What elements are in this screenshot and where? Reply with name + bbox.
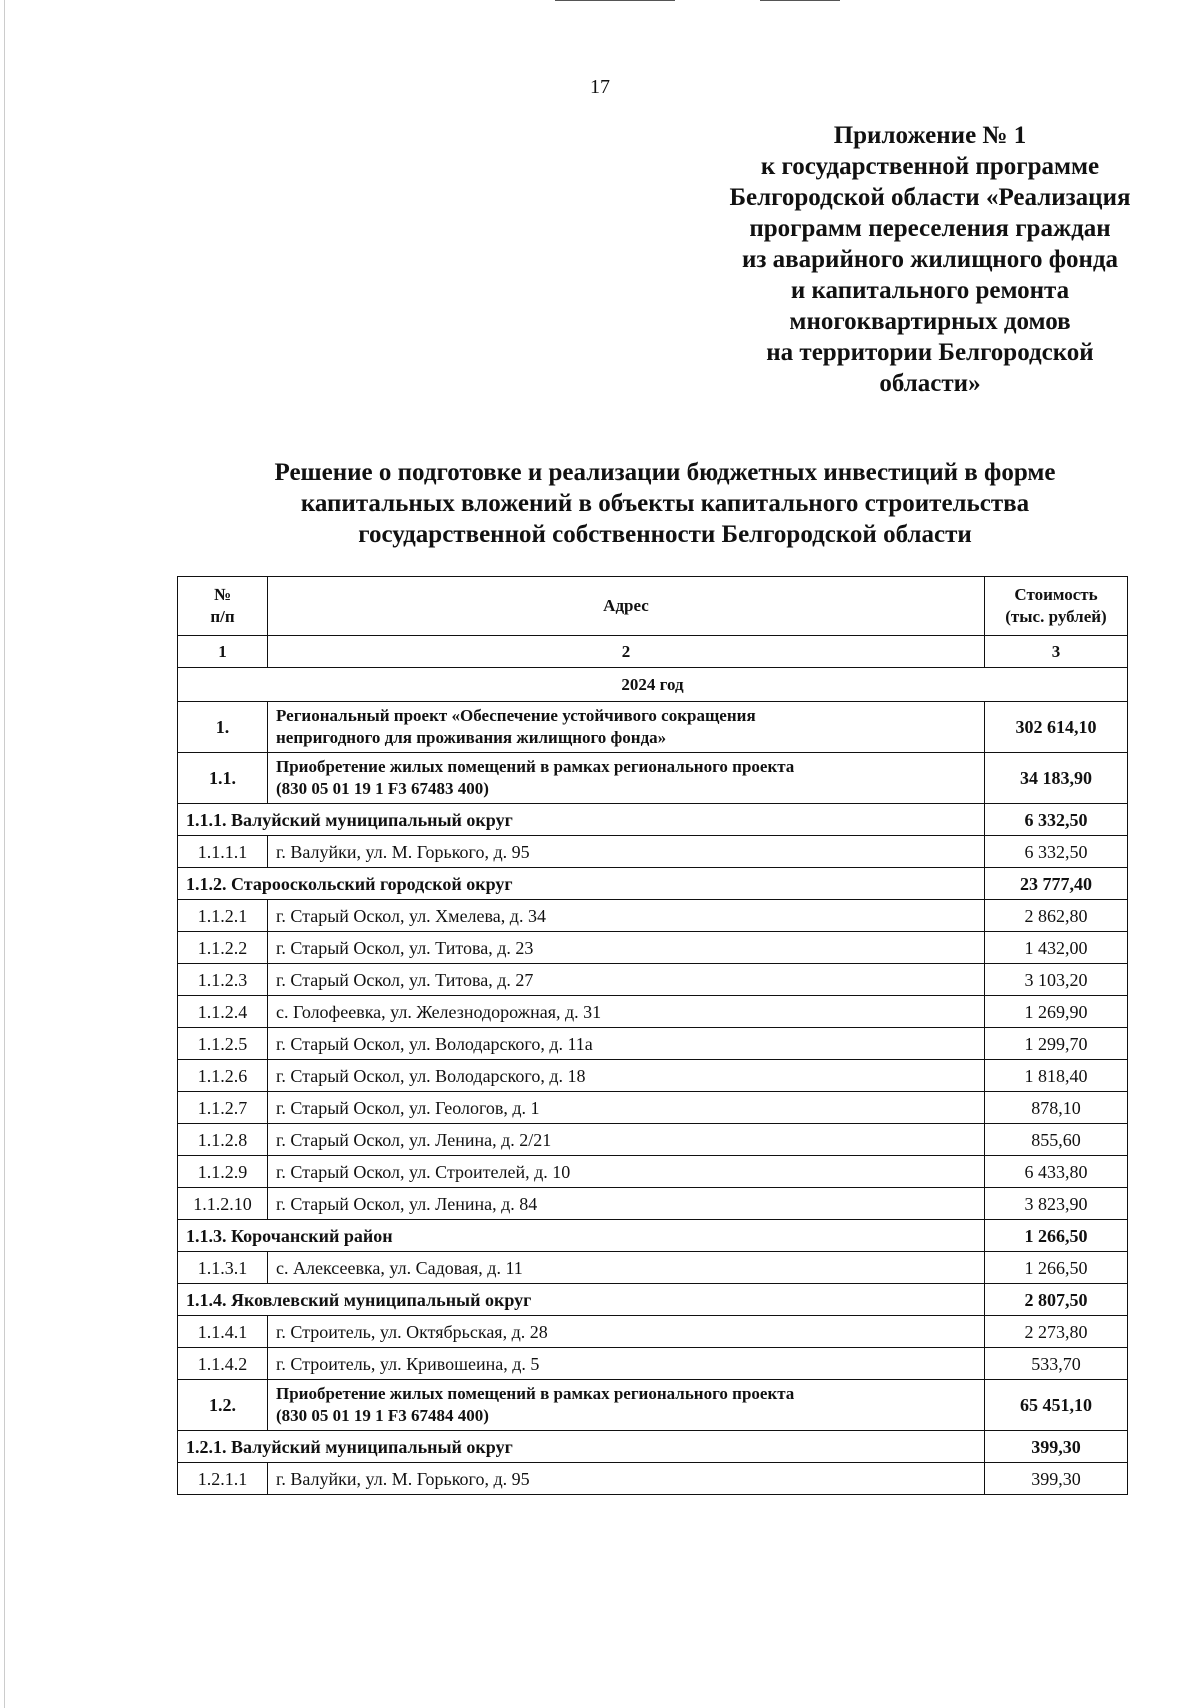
header-address-cell: Адрес bbox=[268, 577, 985, 636]
group-name: 1.1.1. Валуйский муниципальный округ bbox=[178, 804, 985, 836]
row-cost: 1 818,40 bbox=[985, 1060, 1128, 1092]
table-row bbox=[178, 996, 1128, 1028]
row-num: 1.1.2.2 bbox=[178, 932, 268, 964]
row-cost: 878,10 bbox=[985, 1092, 1128, 1124]
table-row bbox=[178, 1028, 1128, 1060]
row-address: г. Валуйки, ул. М. Горького, д. 95 bbox=[268, 1463, 985, 1495]
row-num: 1.1.2.9 bbox=[178, 1156, 268, 1188]
header-cost-label: Стоимость bbox=[1014, 585, 1098, 604]
table-row bbox=[178, 836, 1128, 868]
row-cost: 2 862,80 bbox=[985, 900, 1128, 932]
row-cost: 3 103,20 bbox=[985, 964, 1128, 996]
scan-mark-left bbox=[4, 0, 5, 1708]
section-num: 1.1. bbox=[178, 753, 268, 804]
header-num-sub: п/п bbox=[210, 607, 235, 626]
row-cost: 855,60 bbox=[985, 1124, 1128, 1156]
table-row bbox=[178, 1463, 1128, 1495]
table-row bbox=[178, 1252, 1128, 1284]
project-num: 1. bbox=[178, 702, 268, 753]
row-address: г. Старый Оскол, ул. Ленина, д. 84 bbox=[268, 1188, 985, 1220]
section-name-line: (830 05 01 19 1 F3 67483 400) bbox=[276, 779, 489, 798]
row-address: г. Старый Оскол, ул. Строителей, д. 10 bbox=[268, 1156, 985, 1188]
group-cost: 23 777,40 bbox=[985, 868, 1128, 900]
table-row bbox=[178, 900, 1128, 932]
group-row bbox=[178, 1220, 1128, 1252]
row-num: 1.1.2.4 bbox=[178, 996, 268, 1028]
table-row bbox=[178, 932, 1128, 964]
row-cost: 1 432,00 bbox=[985, 932, 1128, 964]
section-cost: 34 183,90 bbox=[985, 753, 1128, 804]
section-name-line: (830 05 01 19 1 F3 67484 400) bbox=[276, 1406, 489, 1425]
header-num-cell bbox=[178, 577, 268, 636]
column-number: 2 bbox=[268, 636, 985, 668]
group-name: 1.2.1. Валуйский муниципальный округ bbox=[178, 1431, 985, 1463]
appendix-line: программ переселения граждан bbox=[749, 215, 1111, 242]
group-name: 1.1.2. Старооскольский городской округ bbox=[178, 868, 985, 900]
table-row bbox=[178, 1188, 1128, 1220]
column-number: 1 bbox=[178, 636, 268, 668]
appendix-line: Приложение № 1 bbox=[833, 122, 1027, 149]
row-address: г. Старый Оскол, ул. Титова, д. 23 bbox=[268, 932, 985, 964]
row-cost: 1 269,90 bbox=[985, 996, 1128, 1028]
investment-table-body bbox=[178, 577, 1128, 1495]
row-cost: 6 332,50 bbox=[985, 836, 1128, 868]
appendix-line: на территории Белгородской bbox=[766, 339, 1094, 366]
row-address: г. Старый Оскол, ул. Хмелева, д. 34 bbox=[268, 900, 985, 932]
row-num: 1.1.4.2 bbox=[178, 1348, 268, 1380]
row-num: 1.2.1.1 bbox=[178, 1463, 268, 1495]
header-cost-unit: (тыс. рублей) bbox=[1005, 607, 1107, 626]
section-name bbox=[268, 753, 985, 804]
section-num: 1.2. bbox=[178, 1380, 268, 1431]
row-address: с. Голофеевка, ул. Железнодорожная, д. 31 bbox=[268, 996, 985, 1028]
group-name: 1.1.4. Яковлевский муниципальный округ bbox=[178, 1284, 985, 1316]
project-row bbox=[178, 702, 1128, 753]
appendix-line: Белгородской области «Реализация bbox=[729, 184, 1131, 211]
table-row bbox=[178, 1348, 1128, 1380]
row-address: г. Старый Оскол, ул. Володарского, д. 11а bbox=[268, 1028, 985, 1060]
table-row bbox=[178, 964, 1128, 996]
document-title bbox=[200, 457, 1130, 550]
row-num: 1.1.2.6 bbox=[178, 1060, 268, 1092]
appendix-line: области» bbox=[879, 370, 981, 397]
project-name bbox=[268, 702, 985, 753]
table-row bbox=[178, 1092, 1128, 1124]
appendix-heading bbox=[700, 120, 1160, 399]
row-cost: 533,70 bbox=[985, 1348, 1128, 1380]
row-num: 1.1.2.1 bbox=[178, 900, 268, 932]
row-cost: 1 299,70 bbox=[985, 1028, 1128, 1060]
row-num: 1.1.2.8 bbox=[178, 1124, 268, 1156]
header-num-label: № bbox=[213, 585, 232, 604]
scan-line-top-right bbox=[760, 0, 840, 1]
table-row bbox=[178, 1316, 1128, 1348]
section-row bbox=[178, 753, 1128, 804]
row-num: 1.1.4.1 bbox=[178, 1316, 268, 1348]
row-num: 1.1.2.7 bbox=[178, 1092, 268, 1124]
group-cost: 2 807,50 bbox=[985, 1284, 1128, 1316]
year-cell: 2024 год bbox=[178, 668, 1128, 702]
row-num: 1.1.2.5 bbox=[178, 1028, 268, 1060]
table-row bbox=[178, 1156, 1128, 1188]
row-address: с. Алексеевка, ул. Садовая, д. 11 bbox=[268, 1252, 985, 1284]
group-row bbox=[178, 868, 1128, 900]
appendix-line: из аварийного жилищного фонда bbox=[741, 246, 1119, 273]
investment-table bbox=[177, 576, 1128, 1495]
row-num: 1.1.1.1 bbox=[178, 836, 268, 868]
header-cost-cell bbox=[985, 577, 1128, 636]
project-name-line: Региональный проект «Обеспечение устойчивого сокращения bbox=[276, 706, 756, 725]
column-number: 3 bbox=[985, 636, 1128, 668]
row-address: г. Старый Оскол, ул. Геологов, д. 1 bbox=[268, 1092, 985, 1124]
section-cost: 65 451,10 bbox=[985, 1380, 1128, 1431]
row-cost: 2 273,80 bbox=[985, 1316, 1128, 1348]
group-cost: 1 266,50 bbox=[985, 1220, 1128, 1252]
group-row bbox=[178, 1431, 1128, 1463]
section-name-line: Приобретение жилых помещений в рамках регионального проекта bbox=[276, 757, 795, 776]
row-cost: 1 266,50 bbox=[985, 1252, 1128, 1284]
year-row bbox=[178, 668, 1128, 702]
appendix-line: и капитального ремонта bbox=[790, 277, 1070, 304]
row-num: 1.1.2.3 bbox=[178, 964, 268, 996]
section-name bbox=[268, 1380, 985, 1431]
column-number-row bbox=[178, 636, 1128, 668]
table-row bbox=[178, 1124, 1128, 1156]
row-address: г. Валуйки, ул. М. Горького, д. 95 bbox=[268, 836, 985, 868]
scan-line-top bbox=[555, 0, 675, 1]
group-cost: 6 332,50 bbox=[985, 804, 1128, 836]
table-header-row bbox=[178, 577, 1128, 636]
row-cost: 399,30 bbox=[985, 1463, 1128, 1495]
group-name: 1.1.3. Корочанский район bbox=[178, 1220, 985, 1252]
project-cost: 302 614,10 bbox=[985, 702, 1128, 753]
row-address: г. Старый Оскол, ул. Ленина, д. 2/21 bbox=[268, 1124, 985, 1156]
row-cost: 6 433,80 bbox=[985, 1156, 1128, 1188]
row-num: 1.1.2.10 bbox=[178, 1188, 268, 1220]
group-row bbox=[178, 1284, 1128, 1316]
project-name-line: непригодного для проживания жилищного фонда» bbox=[276, 728, 667, 747]
section-row bbox=[178, 1380, 1128, 1431]
table-row bbox=[178, 1060, 1128, 1092]
title-line: государственной собственности Белгородской области bbox=[358, 521, 972, 548]
row-cost: 3 823,90 bbox=[985, 1188, 1128, 1220]
row-num: 1.1.3.1 bbox=[178, 1252, 268, 1284]
group-cost: 399,30 bbox=[985, 1431, 1128, 1463]
row-address: г. Строитель, ул. Октябрьская, д. 28 bbox=[268, 1316, 985, 1348]
group-row bbox=[178, 804, 1128, 836]
section-name-line: Приобретение жилых помещений в рамках регионального проекта bbox=[276, 1384, 795, 1403]
row-address: г. Строитель, ул. Кривошеина, д. 5 bbox=[268, 1348, 985, 1380]
row-address: г. Старый Оскол, ул. Володарского, д. 18 bbox=[268, 1060, 985, 1092]
row-address: г. Старый Оскол, ул. Титова, д. 27 bbox=[268, 964, 985, 996]
title-line: Решение о подготовке и реализации бюджетных инвестиций в форме bbox=[274, 459, 1056, 486]
appendix-line: многоквартирных домов bbox=[789, 308, 1071, 335]
page-number: 17 bbox=[590, 76, 610, 98]
appendix-line: к государственной программе bbox=[760, 153, 1100, 180]
title-line: капитальных вложений в объекты капитального строительства bbox=[300, 490, 1030, 517]
